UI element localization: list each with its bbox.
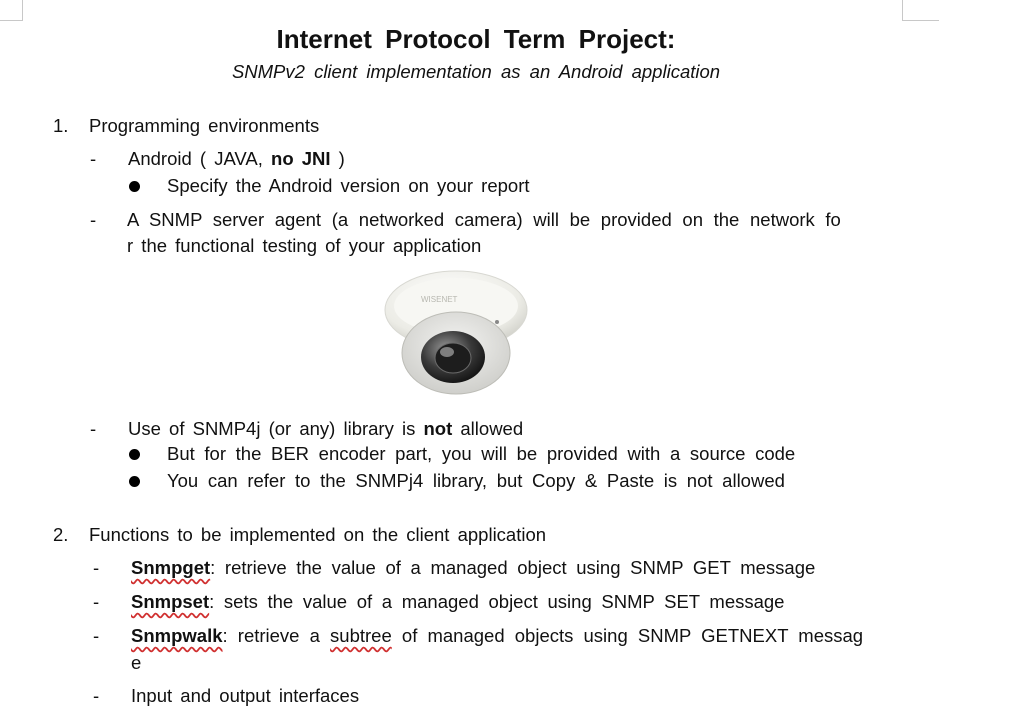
list-item-io-interfaces: Input and output interfaces — [131, 685, 360, 706]
list-dash: - — [90, 418, 97, 439]
page-corner-marker-left — [0, 0, 23, 21]
list-dash: - — [93, 685, 100, 706]
dome-camera-icon — [383, 270, 533, 396]
section-1-heading: Programming environments — [89, 115, 320, 136]
list-item-snmp-agent-line1: A SNMP server agent (a networked camera) will be provided on the network fo — [127, 209, 841, 230]
section-2-heading: Functions to be implemented on the client application — [89, 524, 547, 545]
list-item-text: Use of SNMP4j (or any) library is — [128, 418, 424, 439]
list-item-snmpwalk — [131, 625, 863, 647]
list-item-android — [128, 148, 345, 170]
camera-brand-label: WISENET — [421, 295, 458, 304]
list-item-library — [128, 418, 523, 440]
bullet-item: But for the BER encoder part, you will be provided with a source code — [167, 443, 796, 464]
list-dash: - — [93, 591, 100, 612]
network-camera-image — [383, 270, 533, 396]
list-item-text: ) — [330, 148, 345, 169]
emphasis-text: not — [423, 418, 453, 439]
emphasis-text: no JNI — [271, 148, 331, 169]
bullet-icon — [129, 181, 140, 192]
list-item-text: of managed objects using SNMP GETNEXT messag — [391, 625, 864, 646]
bullet-item: Specify the Android version on your report — [167, 175, 530, 196]
list-item-text: : sets the value of a managed object using SNMP SET message — [209, 591, 785, 612]
list-item-snmp-agent-line2: r the functional testing of your application — [127, 235, 482, 256]
keyword-snmpget: Snmpget — [131, 557, 211, 578]
list-dash: - — [93, 557, 100, 578]
list-item-snmpset — [131, 591, 784, 613]
list-item-text: : retrieve the value of a managed object using SNMP GET message — [210, 557, 816, 578]
list-dash: - — [90, 209, 97, 230]
page-corner-marker-right — [902, 0, 939, 21]
spellcheck-word: subtree — [330, 625, 392, 646]
bullet-icon — [129, 476, 140, 487]
bullet-item: You can refer to the SNMPj4 library, but Copy & Paste is not allowed — [167, 470, 785, 491]
list-item-snmpwalk-wrap: e — [131, 652, 142, 673]
list-dash: - — [90, 148, 97, 169]
section-1-number: 1. — [53, 115, 69, 136]
keyword-snmpwalk: Snmpwalk — [131, 625, 223, 646]
list-item-text: : retrieve a — [222, 625, 331, 646]
list-item-text: Android ( JAVA, — [128, 148, 272, 169]
list-dash: - — [93, 625, 100, 646]
list-item-text: allowed — [452, 418, 524, 439]
document-subtitle: SNMPv2 client implementation as an Android application — [231, 61, 721, 82]
keyword-snmpset: Snmpset — [131, 591, 210, 612]
list-item-snmpget — [131, 557, 815, 579]
document-title: Internet Protocol Term Project: — [276, 24, 676, 54]
bullet-icon — [129, 449, 140, 460]
section-2-number: 2. — [53, 524, 69, 545]
